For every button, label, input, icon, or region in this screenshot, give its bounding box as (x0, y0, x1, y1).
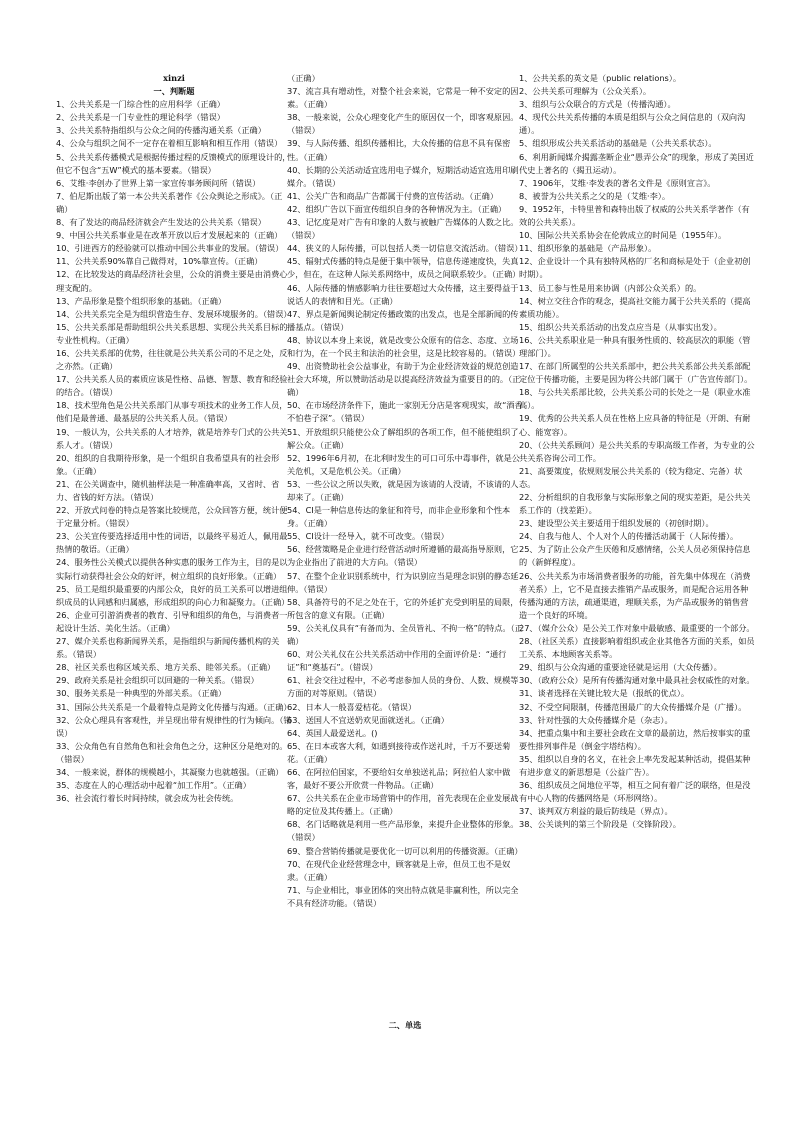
list-item: 38、公关谈判的第三个阶段是（交锋阶段）。 (519, 819, 681, 830)
list-item: 70、在现代企业经营理念中，顾客就是上帝，但员工也不是奴隶。（正确） (287, 858, 511, 882)
list-item: 71、与企业相比，事业团体的突出特点就是非赢利性，所以完全不具有经济功能。（错误） (287, 884, 519, 908)
list-item: 61、社会交往过程中，不必考虑参加人员的身份、人数、规模等方面的对等原则。（错误） (287, 675, 519, 699)
list-item: 36、组织成员之间地位平等，相互之间有着广泛的联络，但是没有中心人物的传播网络是（环形网络）。 (519, 780, 751, 804)
list-item: 15、公共关系部是帮助组织公共关系思想、实现公共关系目标的专业性机构。（正确） (56, 321, 288, 345)
list-item: 5、组织形成公共关系活动的基础是（公共关系状态）。 (519, 138, 717, 149)
list-item: 32、不受空间限制，传播范围最广的大众传播媒介是（广播）。 (519, 701, 747, 712)
list-item: 28、（社区关系）直接影响着组织或企业其他各方面的关系，如员工关系、本地顾客关系等。 (519, 636, 755, 660)
list-item: 50、在市场经济条件下，施此一家别无分店是客观现实，故“酒香不怕巷子深”。（错误） (287, 400, 523, 424)
list-item: 7、伯尼斯出版了第一本公共关系著作《公众舆论之形成》。（正确） (56, 190, 283, 214)
list-item: 33、针对性强的大众传播媒介是（杂志）。 (519, 714, 673, 725)
list-item: 22、分析组织的自我形象与实际形象之间的现实差距，是公共关系工作的（找差距）。 (519, 492, 751, 516)
list-item: 18、与公共关系部比较，公共关系公司的长处之一是（职业水准高）。 (519, 387, 751, 411)
list-item: 22、开放式问卷的特点是答案比较规范，公众回答方便，统计便于定量分析。（错误） (56, 505, 288, 529)
list-item: 48、协议以本身上来说，就是改变公众原有的信念、态度、立场和行为，在一个民主和法治的社会里，这是比较容易的。（错误） (287, 334, 521, 358)
list-item: 36、社会流行着长时间持续，就会成为社会传统。 (56, 793, 239, 804)
list-item: 3、公共关系特指组织与公众之间的传播沟通关系（正确） (56, 125, 266, 136)
list-item: 38、一般来说，公众心理变化产生的原因仅一个，即客观原因。（错误） (287, 112, 519, 136)
column-3-items (519, 72, 755, 831)
list-item: 12、企业设计一个具有独特风格的厂名和商标是处于（企业初创时期）。 (519, 256, 751, 280)
list-item: 30、服务关系是一种典型的外部关系。（正确） (56, 688, 227, 699)
column-1-items (56, 98, 292, 805)
list-item: 19、优秀的公共关系人员在性格上应具备的特征是（开朗、有耐心、能宽容）。 (519, 413, 751, 437)
list-item: 26、企业可引游消费者的教育、引导和组织的角色，与消费者一起设计生活、美化生活。（正确） (56, 609, 288, 633)
list-item: 54、CI是一种信息传达的象征和符号，而非企业形象和个性本身。（正确） (287, 505, 511, 529)
section-heading-judgement: 一、判断题 (153, 86, 195, 97)
column-2 (287, 72, 523, 910)
list-item: 33、公众角色有自然角色和社会角色之分，这种区分是绝对的。（错误） (56, 740, 288, 764)
list-item: 21、高要策度，依规则发展公共关系的（较为稳定、完备）状态。 (519, 465, 743, 489)
list-item: 19、一般认为，公共关系的人才培养，就是培养专门式的公共关系人才。（错误） (56, 426, 288, 450)
list-item: 69、整合营销传播就是要优化一切可以利用的传播资源。（正确） (287, 845, 523, 856)
list-item: 37、谈判双方利益的最后防线是（界点）。 (519, 806, 673, 817)
list-item: 13、员工参与性是用来协调（内部公众关系）的。 (519, 282, 702, 293)
list-item: 24、服务性公关模式以提供各种实惠的服务工作为主，目的是以实际行动获得社会公众的好评，树立组织的良好形象。（正确） (56, 557, 288, 581)
list-item: 3、组织与公众联合的方式是（传播沟通）。 (519, 99, 676, 110)
list-item: 63、送国人不宜送奶欢见面就送礼。（正确） (287, 714, 449, 725)
list-item: 28、社区关系也称区域关系、地方关系、睦邻关系。（正确） (56, 662, 276, 673)
list-item: 32、公众心理具有客观性，并呈现出带有规律性的行为倾向。（错误） (56, 714, 292, 738)
list-item: 21、在公关调查中，随机抽样法是一种准确率高，又省时、省力、省钱的好方法。（错误） (56, 478, 280, 502)
list-item: 52、1996年6月初，在北利时发生的可口可乐中毒事件，就是公关危机，又是危机公关。（正确） (287, 452, 520, 476)
list-item: 46、人际传播的情感影响力往往要超过大众传播，这主要得益于说话人的表情和目光。（正确） (287, 282, 519, 306)
list-item: 25、为了防止公众产生厌倦和反感情绪，公关人员必须保持信息的（新鲜程度）。 (519, 544, 751, 568)
list-item: 15、组织公共关系活动的出发点应当是（从事实出发）。 (519, 321, 722, 332)
list-item: 23、公关宣传要选择适用中性的词语，以最终平易近人，佩用最热情的敬语。（正确） (56, 531, 288, 555)
list-item: 16、公共关系部的优势，往往就是公共关系公司的不足之处，反之亦然。（正确） (56, 347, 288, 372)
list-item: 17、公共关系人员的素质应该是性格、品德、智慧、教育和经验的结合。（错误） (56, 374, 288, 398)
list-item: 26、公共关系为市场消费者服务的功能，首先集中体现在（消费者关系）上，它不是直接去推销产品或服务，而是配合运用各种传播沟通的方法，疏通渠道，理顺关系，为产品或服务的销售营造一个良好的环境。 (519, 570, 751, 620)
list-item: 68、名门话略就是利用一些产品形象，来提升企业整体的形象。（错误） (287, 819, 519, 843)
list-item: 42、组织广告以下面宣传组织自身的各种情况为主。（正确） (287, 203, 507, 214)
list-item: 37、流言具有增动性，对整个社会来说，它常是一种不安定的因素。（正确） (287, 86, 519, 110)
doc-title: xinzi (163, 73, 185, 83)
list-item: 39、与人际传播、组织传播相比，大众传播的信息不具有保密性。（正确） (287, 138, 511, 162)
list-item: 9、中国公共关系事业是在改革开放以后才发展起来的（正确） (56, 230, 283, 241)
list-item: 40、长期的公关活动适宜选用电子媒介，短期活动适宜选用印刷媒介。（错误） (287, 164, 519, 188)
list-item: 29、组织与公众沟通的重要途径就是运用（大众传播）。 (519, 662, 722, 673)
list-item: 41、公关广告和商品广告都属于付费的宣传活动。（正确） (287, 190, 499, 201)
list-item: 59、公关礼仪具有“有备而为、全员皆礼、不拘一格”的特点。（正确） (287, 622, 523, 647)
column-1 (56, 72, 292, 805)
list-item: 35、组织以自身的名义，在社会上率先发起某种活动，提倡某种有进步意义的新思想是（公益广告）。 (519, 753, 751, 777)
list-item: 56、经营策略是企业进行经营活动时所遵循的最高指导原则，它为企业指出了前进的大方向。（错误） (287, 544, 519, 568)
list-item: 14、树立交往合作的观念，提高社交能力属于公共关系的（提高素质功能）。 (519, 295, 751, 319)
list-item: 8、被誉为公共关系之父的是（艾维·李）。 (519, 190, 671, 201)
list-item: 14、公共关系完全是为组织营造生存、发展环境服务的。（错误） (56, 308, 292, 319)
list-item: 1、公共关系是一门综合性的应用科学（正确） (56, 99, 225, 110)
section-heading-single-choice: 二、单选 (388, 1020, 422, 1030)
list-item: 8、有了发达的商品经济就会产生发达的公共关系（错误） (56, 217, 266, 228)
list-item: 4、现代公共关系传播的本质是组织与公众之间信息的（双向沟通）。 (519, 112, 746, 136)
list-item: 66、在阿拉伯国家，不要给妇女单独送礼品；阿拉伯人家中做客，最好不要公开欣赏一件物品。（正确） (287, 766, 511, 791)
list-item: 31、谈者选择在关键比较大是（报纸的优点）。 (519, 688, 690, 699)
list-item: （正确） (287, 73, 320, 83)
list-item: 55、CI设计一经导入，就不可改变。（错误） (287, 531, 449, 542)
list-item: 1、公共关系的英文是（public relations）。 (519, 73, 682, 83)
list-item: 13、产品形象是整个组织形象的基础。（正确） (56, 295, 227, 306)
list-item: 27、（媒介公众）是公关工作对象中最敏感、最重要的一个部分。 (519, 622, 755, 633)
list-item: 17、在部门所属型的公共关系部中，把公共关系部公共关系部配定位于传播功能，主要是因为将公共部门属于（广告宣传部门）。 (519, 361, 753, 385)
list-item: 2、公共关系可理解为（公众关系）。 (519, 86, 652, 97)
list-item: 43、记忆度是对广告有印象的人数与被触广告媒体的人数之比。（错误） (287, 217, 519, 241)
list-item: 5、公共关系传播模式是根据传播过程的反馈模式的原理设计的，但它不包含“五W”模式的基本要素。（错误） (56, 151, 291, 175)
list-item: 6、艾维·李创办了世界上第一家宣传事务顾问所（错误） (56, 177, 261, 188)
list-item: 20、（公共关系顾问）是公共关系的专职高级工作者，为专业的公共关系咨询公司工作。 (519, 439, 755, 463)
list-item: 9、1952年，卡特里普和森特出版了权威的公共关系学著作（有效的公共关系）。 (519, 203, 750, 228)
list-item: 30、（政府公众）是所有传播沟通对象中最具社会权威性的对象。 (519, 675, 755, 686)
list-item: 62、日本人一般喜爱桔花。（错误） (287, 701, 417, 712)
list-item: 7、1906年，艾维·李发表的著名文件是《原则宣言》。 (519, 177, 716, 188)
list-item: 51、开放组织只能使公众了解组织的各项工作，但不能使组织了解公众。（正确） (287, 426, 519, 450)
list-item: 29、政府关系是社会组织可以回避的一种关系。（错误） (56, 675, 259, 686)
list-item: 65、在日本或客大利，如遇到接待或作送礼时，千万不要送菊花。（正确） (287, 740, 511, 764)
list-item: 16、公共关系职业是一种具有服务性质的、较高层次的职能（管理部门）。 (519, 334, 751, 358)
list-item: 24、自我与他人、个人对个人的传播活动属于（人际传播）。 (519, 531, 739, 542)
list-item: 35、态度在人的心理活动中起着“加工作用”。（正确） (56, 780, 251, 791)
list-item: 60、对公关礼仪在公共关系活动中作用的全面评价是：“通行证”和“奠基石”。（错误） (287, 649, 507, 673)
list-item: 2、公共关系是一门专业性的理论科学（错误） (56, 112, 225, 123)
list-item: 47、界点是新闻舆论制定传播政策的出发点，也是全部新闻的传播基点。（错误） (287, 308, 519, 332)
list-item: 57、在整个企业识别系统中，行为识别应当是理念识别的静态延伸。（错误） (287, 570, 519, 594)
column-2-items (287, 72, 523, 910)
list-item: 58、具备符号的不足之处在于，它的外延扩充受到明星的局限，所包含的意义有限。（正确） (287, 596, 519, 620)
list-item: 11、组织形象的基础是（产品形象）。 (519, 243, 657, 254)
list-item: 34、一般来说，群体的规模越小，其凝聚力也就越强。（正确） (56, 766, 284, 777)
list-item: 67、公共关系在企业市场营销中的作用，首先表现在企业发展战略的定位及其传播上。（正确） (287, 793, 519, 817)
list-item: 53、一些公议之所以失败，就是因为该请的人没请，不该请的人却来了。（正确） (287, 478, 519, 502)
list-item: 10、国际公共关系协会在伦敦成立的时间是（1955年）。 (519, 230, 727, 241)
list-item: 4、公众与组织之间不一定存在着相互影响和相互作用（错误） (56, 138, 283, 149)
list-item: 31、国际公共关系是一个最着特点是跨文化传播与沟通。（正确） (56, 701, 292, 712)
list-item: 20、组织的自我期待形象，是一个组织自我希望具有的社会形象。（正确） (56, 452, 280, 476)
list-item: 49、出资赞助社会公益事业，有助于为企业经济效益的规范创造社会大环境，所以赞助活动是以提高经济效益为重要目的的。（正确） (287, 361, 521, 398)
list-item: 12、在比较发达的商品经济社会里，公众的消费主要是由消费心理支配的。 (56, 269, 288, 293)
column-3 (519, 72, 755, 831)
list-item: 18、技术型角色是公共关系部门从事专项技术的业务工作人员，他们是最普通、最基层的公共关系人员。（错误） (56, 400, 288, 424)
list-item: 27、媒介关系也称新闻界关系，是指组织与新闻传播机构的关系。（错误） (56, 636, 280, 660)
list-item: 44、狭义的人际传播，可以包括人类一切信息交流活动。（错误） (287, 243, 523, 254)
list-item: 25、员工是组织最重要的内部公众，良好的员工关系可以增进组织成员的认同感和归属感，形成组织的向心力和凝聚力。（正确） (56, 583, 290, 607)
list-item: 11、公共关系90%靠自己做得对，10%靠宣传。（正确） (56, 256, 263, 267)
list-item: 23、建设型公关主要适用于组织发展的（初创时期）。 (519, 518, 714, 529)
list-item: 34、把重点集中和主要社会政在文章的最前边，然后按事实的重要性排列事件是（倒金字塔结构）。 (519, 727, 751, 751)
list-item: 6、利用新闻媒介揭露垄断企业“愚弄公众”的现象，形成了美国近代史上著名的（揭丑运动）。 (519, 151, 754, 175)
list-item: 10、引进西方的经验就可以推动中国公共事业的发展。（错误） (56, 243, 284, 254)
list-item: 64、英国人最爱送礼。() (287, 727, 378, 738)
list-item: 45、辐射式传播的特点是便于集中领导，信息传递速度快，失真少，但在，在这种人际关系网络中，成员之间联系较少。（正确） (287, 256, 521, 280)
